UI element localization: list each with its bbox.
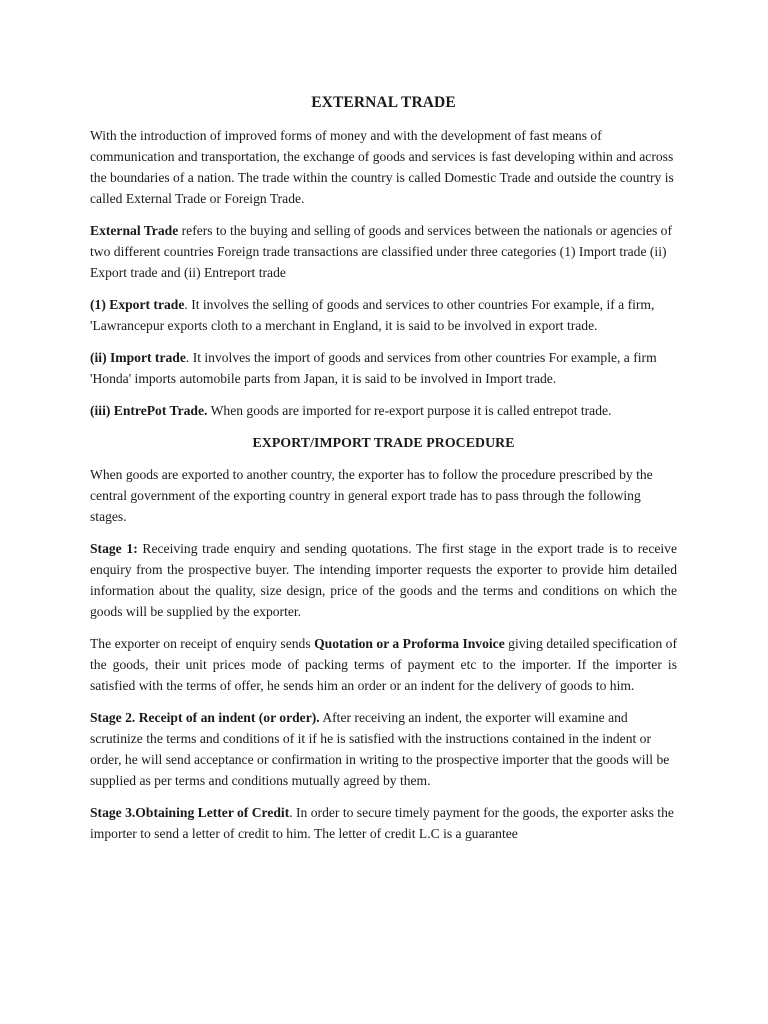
stage-1-term: Stage 1: <box>90 541 138 556</box>
document-title: EXTERNAL TRADE <box>311 94 456 111</box>
stage-1-paragraph <box>90 538 677 622</box>
import-trade-paragraph <box>90 347 677 389</box>
stage-3-text: . In order to secure timely payment for the goods, the exporter asks the importer to send a letter of credit to him. The letter of credit L.C is a guarantee <box>90 805 674 841</box>
document-page <box>90 92 677 855</box>
stage-3-term: Stage 3.Obtaining Letter of Credit <box>90 805 290 820</box>
procedure-heading: EXPORT/IMPORT TRADE PROCEDURE <box>252 435 515 450</box>
entrepot-trade-paragraph <box>90 400 677 421</box>
definition-paragraph <box>90 220 677 283</box>
export-trade-term: (1) Export trade <box>90 297 185 312</box>
quotation-lead-text: The exporter on receipt of enquiry sends <box>90 636 315 651</box>
quotation-text: giving detailed specification of the goods, their unit prices mode of packing terms of payment etc to the importer. If the importer is satisfied with the terms of offer, he sends him an order or an indent for the delivery of goods to him. <box>90 636 677 693</box>
procedure-intro-paragraph: When goods are exported to another country, the exporter has to follow the procedure prescribed by the central government of the exporting country in general export trade has to pass through the following stages. <box>90 467 653 524</box>
stage-2-paragraph <box>90 707 677 791</box>
entrepot-trade-term: (iii) EntrePot Trade. <box>90 403 208 418</box>
definition-text: refers to the buying and selling of goods and services between the nationals or agencies of two different countries Foreign trade transactions are classified under three categories (1) Import trade (ii) Export trade and (ii) Entreport trade <box>90 223 672 280</box>
stage-3-paragraph <box>90 802 677 844</box>
quotation-paragraph <box>90 633 677 696</box>
import-trade-text: . It involves the import of goods and services from other countries For example, a firm 'Honda' imports automobile parts from Japan, it is said to be involved in Import trade. <box>90 350 657 386</box>
export-trade-paragraph <box>90 294 677 336</box>
stage-1-text: Receiving trade enquiry and sending quotations. The first stage in the export trade is to receive enquiry from the prospective buyer. The intending importer requests the exporter to provide him detailed information about the quality, size design, price of the goods and the terms and conditions on which the goods will be supplied by the exporter. <box>90 541 677 619</box>
export-trade-text: . It involves the selling of goods and services to other countries For example, if a firm, 'Lawrancepur exports cloth to a merchant in England, it is said to be involved in export trade. <box>90 297 655 333</box>
definition-term: External Trade <box>90 223 179 238</box>
stage-2-term: Stage 2. Receipt of an indent (or order). <box>90 710 320 725</box>
quotation-term: Quotation or a Proforma Invoice <box>314 636 505 651</box>
import-trade-term: (ii) Import trade <box>90 350 186 365</box>
intro-paragraph: With the introduction of improved forms of money and with the development of fast means of communication and transportation, the exchange of goods and services is fast developing within and across the boundaries of a nation. The trade within the country is called Domestic Trade and outside the country is called External Trade or Foreign Trade. <box>90 128 674 206</box>
stage-2-text: After receiving an indent, the exporter will examine and scrutinize the terms and conditions of it if he is satisfied with the instructions contained in the indent or order, he will send acceptance or confirmation in writing to the prospective importer that the goods will be supplied as per terms and conditions mutually agreed by them. <box>90 710 670 788</box>
entrepot-trade-text: When goods are imported for re-export purpose it is called entrepot trade. <box>207 403 612 418</box>
